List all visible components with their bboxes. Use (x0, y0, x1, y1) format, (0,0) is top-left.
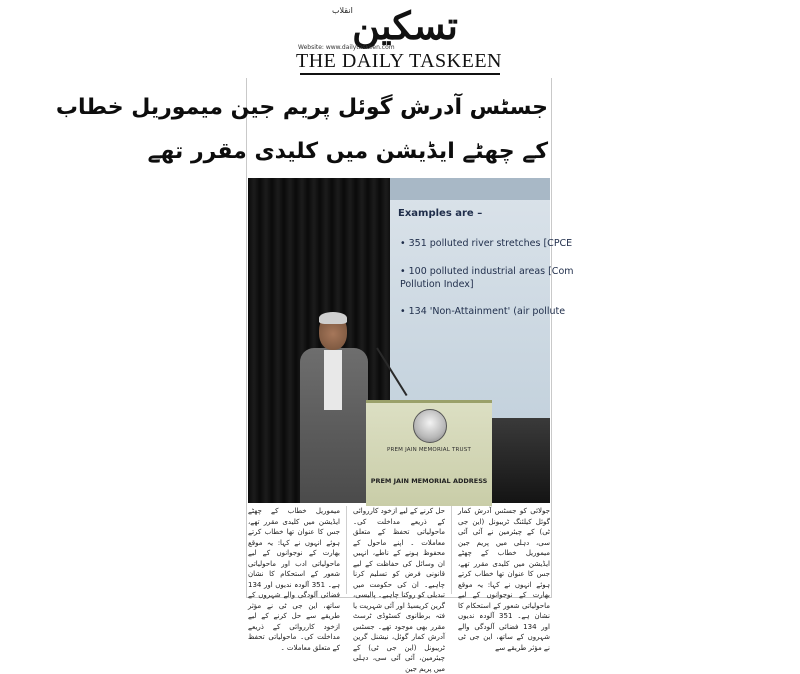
headline-line-2: کے چھٹے ایڈیشن میں کلیدی مقرر تھے (147, 139, 548, 164)
slide-item-1: • 351 polluted river stretches [CPCE (400, 238, 573, 249)
article-column-right: جولائی کو جسٹس آدرش کمار گوئل کیلئنگ ٹریبونل (این جی ٹی) کے چیئرمین نے آئی آئی سی، دہلی میں پریم جین میموریل خطاب کے چھٹے ایڈیشن میں کلیدی مقرر تھے، جس کا عنوان تھا خطاب کرتے ہوئے انہوں نے کہا: یہ موقع بھارت کے نوجوانوں کے لیے ماحولیاتی شعور کے استحکام کا نشان ہے۔ 351 آلودہ ندیوں اور 134 فضائی آلودگی والے شہروں کے ساتھ، این جی ٹی نے مؤثر طریقے سے (458, 507, 550, 652)
urdu-logo: تسکین (352, 3, 458, 48)
column-divider (346, 506, 347, 594)
speaker-hair (319, 312, 347, 324)
slide-heading: Examples are – (398, 208, 483, 219)
slide-item-2: • 100 polluted industrial areas [Com (400, 266, 574, 277)
news-clipping (55, 78, 574, 673)
podium (366, 400, 492, 506)
masthead-small-mark: انقلاب (332, 6, 353, 15)
column-divider (451, 506, 452, 594)
article-body (248, 506, 550, 673)
speaker-shirt (324, 350, 342, 410)
news-photo (248, 178, 574, 503)
headline-line-1: جسٹس آدرش گوئل پریم جین میموریل خطاب (55, 95, 548, 120)
podium-address-text: PREM JAIN MEMORIAL ADDRESS (370, 477, 488, 485)
slide-item-3: Pollution Index] (400, 279, 474, 290)
english-logo: THE DAILY TASKEEN (296, 50, 502, 72)
masthead-rule (300, 73, 500, 75)
portrait-medallion (413, 409, 447, 443)
slide-item-4: • 134 'Non-Attainment' (air pollute (400, 306, 566, 317)
article-column-left: میموریل خطاب کے چھٹے ایڈیشن میں کلیدی مقرر تھے، جس کا عنوان تھا خطاب کرتے ہوئے انہوں نے کہا: یہ موقع بھارت کے نوجوانوں کے لیے ماحولیاتی ادب اور ماحولیاتی شعور کے استحکام کا نشان ہے۔ 351 آلودہ ندیوں اور 134 فضائی آلودگی والے شہروں کے ساتھ، این جی ٹی نے مؤثر طریقے سے حل کرنے کے لیے ازخود کارروائی کے ذریعے مداخلت کی۔ ماحولیاتی تحفظ کے متعلق معاملات ۔ (248, 507, 340, 652)
article-column-middle: حل کرنے کے لیے ازخود کارروائی کے ذریعے مداخلت کی۔ ماحولیاتی تحفظ کے متعلق معاملات ۔ اپنے ماحول کے محفوظ ہونے کے ناطے، انہیں ان وسائل کی حفاظت کے لیے قانونی فرض کو تسلیم کرنا چاہیے۔ ان کی حکومت میں تبدیلی کو روکنا چاہیے۔ پالیسی، گرین کریسیڈ اور آئی شہریت یا فتہ برطانوی کسٹوڈی ٹرسٹ مقرر بھی موجود تھے۔ جسٹس آدرش کمار گوئل، نیشنل گرین ٹریبونل (این جی ٹی) کے چیئرمین، آئی آئی سی، دہلی میں پریم جین (353, 507, 445, 673)
website-text: Website: www.dailytaskeen.com (298, 44, 395, 51)
masthead (0, 0, 800, 75)
headline (55, 78, 552, 178)
screen-top-bar (390, 178, 550, 200)
podium-trust-text: PREM JAIN MEMORIAL TRUST (386, 447, 472, 453)
